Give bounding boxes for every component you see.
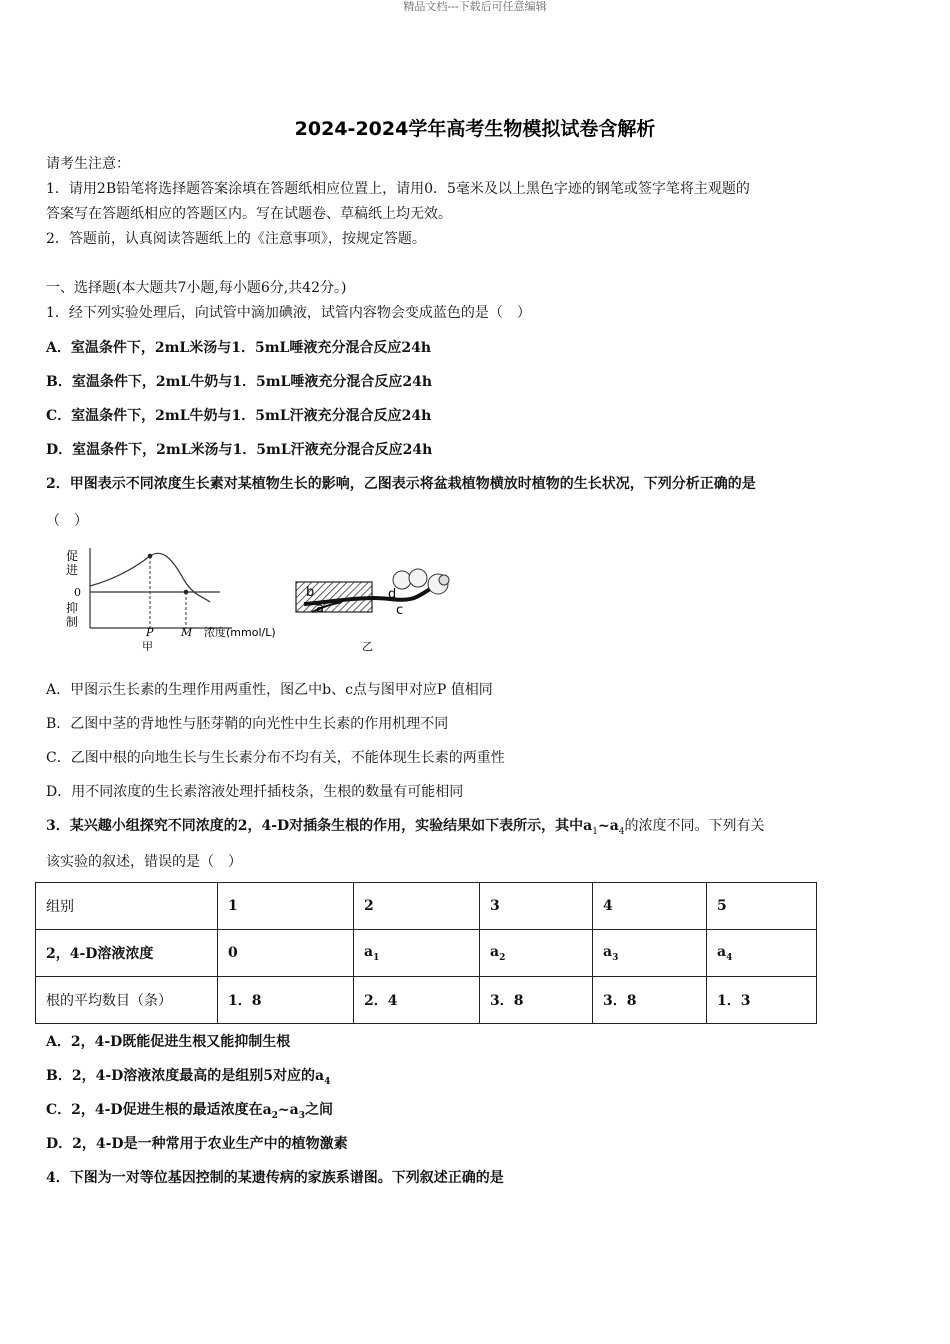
q3-option-d: D．2，4-D是一种常用于农业生产中的植物激素 bbox=[46, 1136, 348, 1152]
table-cell-sub: 1 bbox=[373, 952, 380, 963]
q2-option-b: B．乙图中茎的背地性与胚芽鞘的向光性中生长素的作用机理不同 bbox=[46, 716, 449, 732]
figure-jia-promote-2: 进 bbox=[66, 563, 79, 577]
q1-option-b: B．室温条件下，2mL牛奶与1．5mL唾液充分混合反应24h bbox=[46, 374, 433, 390]
table-cell-sub: 2 bbox=[499, 952, 506, 963]
q3-stem-part-c: 的浓度不同。下列有关 bbox=[624, 818, 765, 834]
table-cell: 0 bbox=[218, 930, 354, 977]
q4-stem: 4．下图为一对等位基因控制的某遗传病的家族系谱图。下列叙述正确的是 bbox=[46, 1170, 504, 1186]
figure-yi-label-a: a bbox=[316, 601, 324, 616]
figure-jia-promote-1: 促 bbox=[66, 549, 79, 563]
q3-option-a: A．2，4-D既能促进生根又能抑制生根 bbox=[46, 1034, 291, 1050]
figure-yi-caption: 乙 bbox=[362, 640, 373, 653]
q3-option-c bbox=[46, 1099, 333, 1121]
q1-stem: 1．经下列实验处理后，向试管中滴加碘液，试管内容物会变成蓝色的是（ ） bbox=[46, 305, 531, 321]
figure-yi-label-c: c bbox=[396, 603, 404, 618]
q1-option-d: D．室温条件下，2mL米汤与1．5mL汗液充分混合反应24h bbox=[46, 442, 433, 458]
q3-option-c-sub-1: 2 bbox=[271, 1110, 278, 1121]
table-row bbox=[36, 930, 817, 977]
notice-item-1-line-1: 1．请用2B铅笔将选择题答案涂填在答题纸相应位置上，请用0．5毫米及以上黑色字迹的钢笔或签字笔将主观题的 bbox=[46, 181, 750, 197]
table-cell-text: a bbox=[603, 943, 613, 960]
table-cell-text: a bbox=[490, 943, 500, 960]
figure-jia-caption: 甲 bbox=[142, 640, 153, 653]
table-cell: 2．4 bbox=[354, 977, 480, 1024]
figure-yi-leaf-4 bbox=[439, 575, 449, 585]
figure-jia-x-label: 浓度(mmol/L) bbox=[204, 626, 276, 639]
table-cell: 3 bbox=[480, 883, 593, 930]
q3-option-c-part-a: C．2，4-D促进生根的最适浓度在a bbox=[46, 1102, 272, 1118]
notice-heading: 请考生注意： bbox=[46, 156, 130, 172]
table-cell bbox=[480, 930, 593, 977]
table-cell-text: a bbox=[717, 943, 727, 960]
table-cell: 2，4-D溶液浓度 bbox=[36, 930, 218, 977]
table-cell bbox=[354, 930, 480, 977]
table-cell: 4 bbox=[593, 883, 707, 930]
table-row bbox=[36, 883, 817, 930]
table-cell-sub: 4 bbox=[726, 952, 733, 963]
section-heading: 一、选择题(本大题共7小题,每小题6分,共42分。) bbox=[46, 280, 347, 296]
table-row bbox=[36, 977, 817, 1024]
figure-jia-m-label: M bbox=[181, 626, 193, 639]
table-cell: 组别 bbox=[36, 883, 218, 930]
table-cell bbox=[593, 930, 707, 977]
table-cell: 1 bbox=[218, 883, 354, 930]
q1-option-a: A．室温条件下，2mL米汤与1．5mL唾液充分混合反应24h bbox=[46, 340, 432, 356]
figure-yi-leaf-2 bbox=[409, 569, 427, 587]
table-cell-sub: 3 bbox=[612, 952, 619, 963]
notice-item-2: 2．答题前，认真阅读答题纸上的《注意事项》，按规定答题。 bbox=[46, 231, 426, 247]
figure-jia bbox=[62, 540, 302, 655]
q3-stem-sub-1: 1 bbox=[592, 826, 598, 837]
table-cell: 5 bbox=[707, 883, 817, 930]
q3-stem-part-a: 3．某兴趣小组探究不同浓度的2，4-D对插条生根的作用，实验结果如下表所示，其中a bbox=[46, 818, 593, 834]
table-cell: 3．8 bbox=[480, 977, 593, 1024]
figure-yi-label-b: b bbox=[306, 585, 315, 600]
table-cell: 2 bbox=[354, 883, 480, 930]
q3-stem-line-2: 该实验的叙述，错误的是（ ） bbox=[46, 854, 242, 870]
q3-stem-sub-2: 4 bbox=[618, 826, 625, 837]
table-cell bbox=[707, 930, 817, 977]
table-cell: 1．8 bbox=[218, 977, 354, 1024]
q1-option-c: C．室温条件下，2mL牛奶与1．5mL汗液充分混合反应24h bbox=[46, 408, 432, 424]
q3-option-b bbox=[46, 1065, 330, 1087]
table-cell: 根的平均数目（条） bbox=[36, 977, 218, 1024]
q3-table bbox=[35, 882, 817, 1024]
q2-option-c: C．乙图中根的向地生长与生长素分布不均有关，不能体现生长素的两重性 bbox=[46, 750, 505, 766]
header-note: 精品文档---下载后可任意编辑 bbox=[403, 0, 547, 13]
q2-option-a: A．甲图示生长素的生理作用两重性，图乙中b、c点与图甲对应P 值相同 bbox=[46, 682, 493, 698]
figure-jia-inhibit-1: 抑 bbox=[66, 601, 79, 615]
q3-option-b-text: B．2，4-D溶液浓度最高的是组别5对应的a bbox=[46, 1068, 325, 1084]
q2-stem-line-2: （ ） bbox=[46, 513, 88, 529]
q3-stem-part-b: ~a bbox=[597, 818, 619, 834]
q3-option-c-part-c: 之间 bbox=[305, 1102, 333, 1118]
q2-stem-line-1: 2．甲图表示不同浓度生长素对某植物生长的影响，乙图表示将盆栽植物横放时植物的生长状况，下列分析正确的是 bbox=[46, 476, 756, 492]
figure-jia-p-label: P bbox=[146, 626, 154, 639]
notice-item-1-line-2: 答案写在答题纸相应的答题区内。写在试题卷、草稿纸上均无效。 bbox=[46, 206, 452, 222]
q3-option-b-sub: 4 bbox=[324, 1076, 331, 1087]
table-cell-text: a bbox=[364, 943, 374, 960]
page-title: 2024-2024学年高考生物模拟试卷含解析 bbox=[294, 118, 656, 140]
q2-option-d: D．用不同浓度的生长素溶液处理扦插枝条，生根的数量有可能相同 bbox=[46, 784, 464, 800]
table-cell: 1．3 bbox=[707, 977, 817, 1024]
figure-yi-label-d: d bbox=[388, 587, 397, 602]
q3-option-c-part-b: ~a bbox=[277, 1102, 299, 1118]
q3-stem-line-1 bbox=[46, 815, 765, 837]
figure-jia-zero: 0 bbox=[74, 586, 81, 599]
q3-option-c-sub-2: 3 bbox=[298, 1110, 305, 1121]
figure-yi bbox=[290, 568, 460, 658]
table-cell: 3．8 bbox=[593, 977, 707, 1024]
figure-jia-inhibit-2: 制 bbox=[66, 615, 79, 629]
